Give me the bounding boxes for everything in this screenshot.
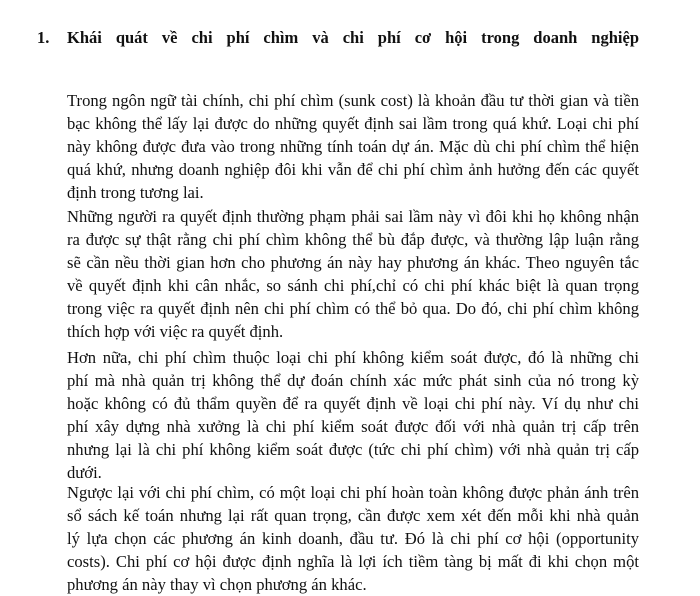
text-line: Những người ra quyết định thường phạm phải sai lầm này vì đôi khi họ không nhận	[67, 207, 639, 226]
paragraph-sunk-cost-definition	[67, 89, 639, 204]
text-line: thích hợp với việc ra quyết định.	[67, 322, 284, 341]
text-line: bạc không thể lấy lại được do những quyết định sai lầm trong quá khứ. Loại chi phí	[67, 114, 639, 133]
text-line: Trong ngôn ngữ tài chính, chi phí chìm (sunk cost) là khoản đầu tư thời gian và tiền	[67, 91, 639, 110]
text-line: costs). Chi phí cơ hội được định nghĩa là lợi ích tiềm tàng bị mất đi khi chọn một	[67, 552, 639, 571]
paragraph-decision-mistakes	[67, 205, 639, 343]
section-number: 1.	[37, 28, 50, 47]
text-line: nhưng lại là chi phí không kiểm soát được (tức chi phí chìm) với nhà quản trị cấp	[67, 440, 639, 459]
text-line: Ngược lại với chi phí chìm, có một loại chi phí hoàn toàn không được phản ánh trên	[67, 483, 639, 502]
paragraph-opportunity-cost	[67, 481, 639, 596]
text-line: lý lựa chọn các phương án kinh doanh, đầu tư. Đó là chi phí cơ hội (opportunity	[67, 529, 639, 548]
text-line: định trong tương lai.	[67, 183, 204, 202]
text-line: này không được đưa vào trong những tính toán dự án. Mặc dù chi phí chìm thể hiện	[67, 137, 639, 156]
text-line: sổ sách kế toán nhưng lại rất quan trọng, cần được xem xét đến mỗi khi nhà quản	[67, 506, 639, 525]
paragraph-uncontrollable-costs	[67, 346, 639, 484]
text-line: Hơn nữa, chi phí chìm thuộc loại chi phí không kiểm soát được, đó là những chi	[67, 348, 639, 367]
text-line: phí mà nhà quản trị không thể dự đoán chính xác mức phát sinh của nó trong kỳ	[67, 371, 639, 390]
text-line: hoặc không có đủ thẩm quyền để ra quyết định về loại chi phí này. Ví dụ như chi	[67, 394, 639, 413]
text-line: sẽ cần nều thời gian hơn cho phương án này hay phương án khác. Theo nguyên tắc	[67, 253, 639, 272]
text-line: quá khứ, nhưng doanh nghiệp đôi khi vẫn để chi phí chìm ảnh hưởng đến các quyết	[67, 160, 639, 179]
section-title: Khái quát về chi phí chìm và chi phí cơ hội trong doanh nghiệp	[67, 28, 639, 47]
text-line: dưới.	[67, 463, 102, 482]
section-heading	[37, 27, 639, 49]
text-line: ra được sự thật rằng chi phí chìm không thể bù đắp được, và thường lập luận rằng	[67, 230, 639, 249]
text-line: phương án này thay vì chọn phương án khác.	[67, 575, 367, 594]
text-line: về quyết định khi cân nhắc, so sánh chi phí,chỉ có chi phí khác biệt là quan trọng	[67, 276, 639, 295]
text-line: trong việc ra quyết định nên chi phí chìm có thể bỏ qua. Do đó, chi phí chìm không	[67, 299, 639, 318]
text-line: phí xây dựng nhà xưởng là chi phí kiểm soát được đối với nhà quản trị cấp trên	[67, 417, 639, 436]
